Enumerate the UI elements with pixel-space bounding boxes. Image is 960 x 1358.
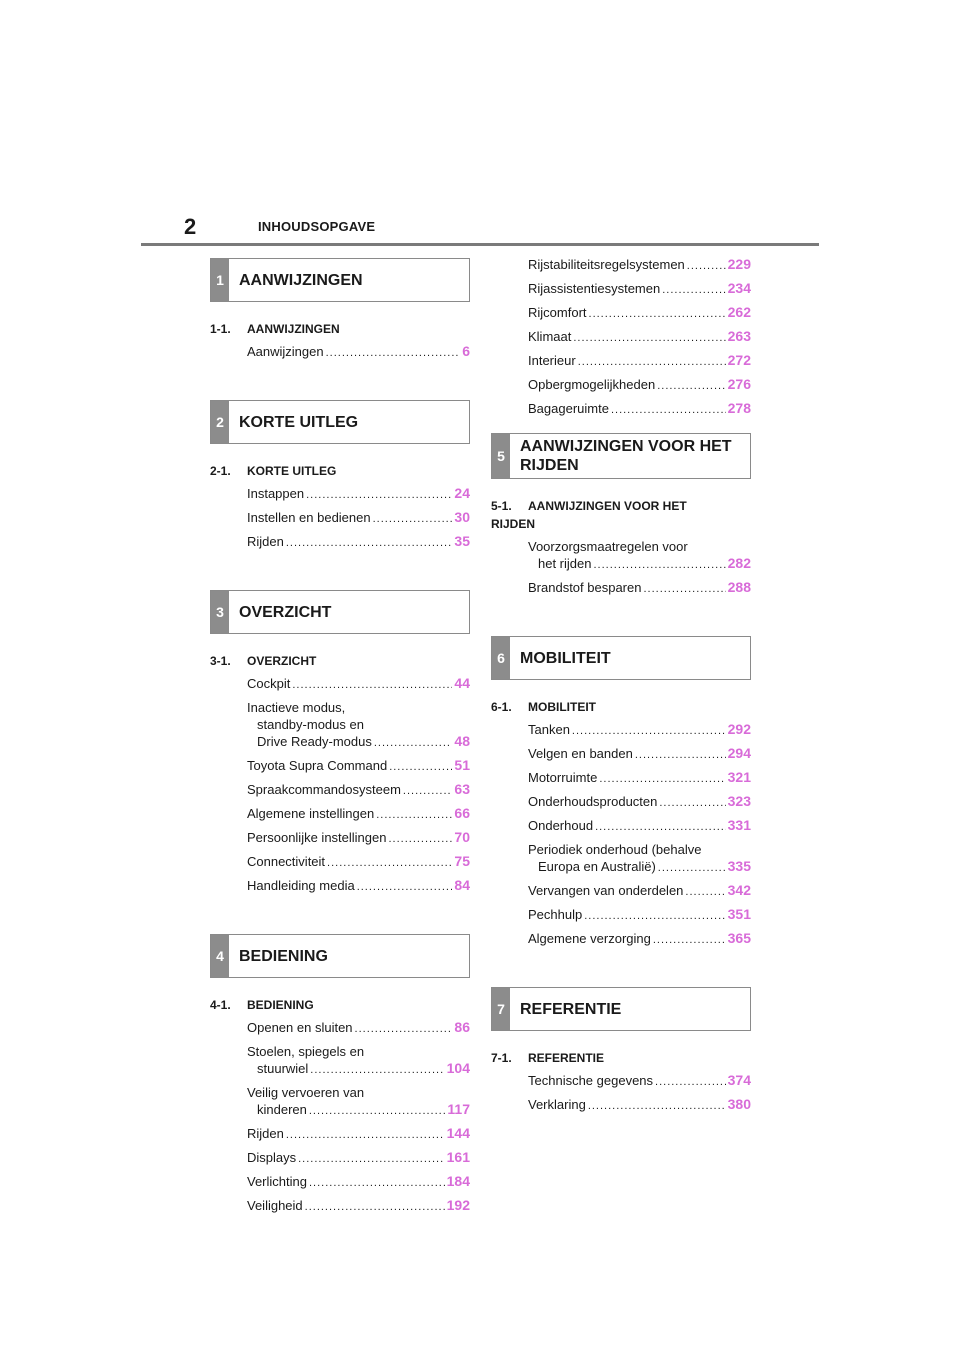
toc-entry[interactable] — [210, 781, 470, 800]
toc-entry-text: Toyota Supra Command — [247, 758, 388, 773]
section-title: MOBILITEIT — [528, 700, 596, 714]
header-divider — [141, 243, 819, 246]
chapter-tab[interactable] — [210, 590, 470, 634]
toc-page-link[interactable]: 63 — [454, 781, 470, 797]
toc-entry-line — [528, 793, 751, 812]
dot-leader — [599, 771, 725, 788]
toc-column-right — [491, 258, 751, 1115]
toc-entry[interactable] — [210, 1149, 470, 1168]
chapter-number: 6 — [492, 637, 510, 679]
toc-entry-text: Periodiek onderhoud (behalve — [528, 842, 702, 857]
toc-entry-line — [528, 352, 751, 371]
toc-page-link[interactable]: 331 — [727, 817, 751, 833]
section-title: AANWIJZINGEN — [247, 322, 340, 336]
toc-entry[interactable] — [491, 882, 751, 901]
toc-entry-text: Klimaat — [528, 329, 572, 344]
toc-page-link[interactable]: 272 — [727, 352, 751, 368]
toc-entry-line — [528, 721, 751, 740]
toc-entry[interactable] — [210, 1125, 470, 1144]
toc-page-link[interactable]: 234 — [727, 280, 751, 296]
toc-entry-text: het rijden — [538, 556, 592, 571]
dot-leader — [572, 723, 726, 740]
section-number: 4-1. — [210, 998, 231, 1012]
dot-leader — [593, 557, 725, 574]
toc-page-link[interactable]: 6 — [462, 343, 470, 359]
toc-entry[interactable] — [210, 1043, 470, 1079]
toc-entry-line — [247, 1101, 470, 1120]
toc-entry-text: Handleiding media — [247, 878, 355, 893]
toc-entry-line — [247, 757, 470, 776]
dot-leader — [355, 1021, 453, 1038]
toc-entry-line — [528, 745, 751, 764]
toc-entry[interactable] — [210, 533, 470, 552]
toc-entry-text: Rijcomfort — [528, 305, 587, 320]
dot-leader — [659, 795, 725, 812]
toc-page-link[interactable]: 35 — [454, 533, 470, 549]
toc-entry-line — [528, 858, 751, 877]
dot-leader — [327, 855, 452, 872]
page-header-title: INHOUDSOPGAVE — [258, 219, 376, 234]
dot-leader — [357, 879, 453, 896]
dot-leader — [685, 884, 725, 901]
dot-leader — [373, 511, 453, 528]
dot-leader — [588, 1098, 726, 1115]
dot-leader — [635, 747, 726, 764]
dot-leader — [306, 487, 452, 504]
toc-entry-text: Onderhoudsproducten — [528, 794, 658, 809]
toc-entry-text: Motorruimte — [528, 770, 598, 785]
toc-entry-text: Aanwijzingen — [247, 344, 324, 359]
dot-leader — [286, 535, 453, 552]
toc-page-link[interactable]: 335 — [727, 858, 751, 874]
dot-leader — [374, 735, 453, 752]
toc-entry[interactable] — [210, 1173, 470, 1192]
toc-entry-line — [247, 829, 470, 848]
dot-leader — [687, 258, 726, 275]
toc-entry-text: Cockpit — [247, 676, 291, 691]
toc-entry-line — [247, 781, 470, 800]
toc-entry[interactable] — [210, 805, 470, 824]
toc-entry-text: Algemene instellingen — [247, 806, 375, 821]
chapter-number: 3 — [211, 591, 229, 633]
section-heading[interactable] — [210, 652, 470, 670]
toc-page-link[interactable]: 86 — [454, 1019, 470, 1035]
section-number: 6-1. — [491, 700, 512, 714]
toc-entry-text: Inactieve modus, — [247, 700, 346, 715]
toc-entry[interactable] — [491, 769, 751, 788]
dot-leader — [292, 677, 452, 694]
toc-entry-text: Brandstof besparen — [528, 580, 642, 595]
toc-page-link[interactable]: 161 — [446, 1149, 470, 1165]
toc-entry-line — [528, 280, 751, 299]
toc-entry[interactable] — [210, 1197, 470, 1216]
dot-leader — [655, 1074, 726, 1091]
toc-entry[interactable] — [210, 1084, 470, 1120]
toc-entry[interactable] — [491, 721, 751, 740]
toc-entry-text: Persoonlijke instellingen — [247, 830, 387, 845]
dot-leader — [309, 1175, 445, 1192]
dot-leader — [653, 932, 726, 949]
toc-entry[interactable] — [210, 853, 470, 872]
section-title: BEDIENING — [247, 998, 314, 1012]
toc-entry-text: Pechhulp — [528, 907, 583, 922]
toc-entry-text: Stoelen, spiegels en — [247, 1044, 365, 1059]
toc-entry[interactable] — [491, 1072, 751, 1091]
toc-entry-line — [528, 1072, 751, 1091]
toc-entry-line — [528, 400, 751, 419]
toc-entry-line — [247, 1149, 470, 1168]
dot-leader — [578, 354, 726, 371]
toc-entry[interactable] — [491, 304, 751, 323]
chapter-tab[interactable] — [210, 400, 470, 444]
toc-entry-line — [528, 328, 751, 347]
toc-entry-line — [528, 256, 751, 275]
toc-entry-text: Interieur — [528, 353, 576, 368]
dot-leader — [388, 831, 452, 848]
section-number: 1-1. — [210, 322, 231, 336]
toc-page-link[interactable]: 342 — [727, 882, 751, 898]
chapter-title: AANWIJZINGEN — [239, 271, 363, 289]
toc-entry-line — [247, 509, 470, 528]
toc-page-link[interactable]: 70 — [454, 829, 470, 845]
toc-entry-text: Displays — [247, 1150, 297, 1165]
chapter-tab[interactable] — [491, 636, 751, 680]
toc-entry[interactable] — [491, 1096, 751, 1115]
toc-entry[interactable] — [491, 256, 751, 275]
dot-leader — [389, 759, 452, 776]
toc-entry-text: Velgen en banden — [528, 746, 633, 761]
toc-entry[interactable] — [491, 280, 751, 299]
toc-entry-text: Connectiviteit — [247, 854, 326, 869]
toc-entry-line — [247, 533, 470, 552]
toc-entry-text: Onderhoud — [528, 818, 594, 833]
toc-entry[interactable] — [210, 675, 470, 694]
toc-entry-text: stuurwiel — [257, 1061, 309, 1076]
toc-entry-text: Veiligheid — [247, 1198, 303, 1213]
dot-leader — [611, 402, 726, 419]
dot-leader — [658, 860, 726, 877]
dot-leader — [573, 330, 725, 347]
toc-entry-text: Voorzorgsmaatregelen voor — [528, 539, 688, 554]
toc-entry[interactable] — [491, 745, 751, 764]
dot-leader — [657, 378, 725, 395]
chapter-title: BEDIENING — [239, 947, 328, 965]
chapter-tab[interactable] — [210, 258, 470, 302]
toc-entry[interactable] — [210, 343, 470, 362]
toc-entry[interactable] — [491, 930, 751, 949]
chapter-tab[interactable] — [491, 433, 751, 479]
section-number: 3-1. — [210, 654, 231, 668]
toc-page-link[interactable]: 323 — [727, 793, 751, 809]
toc-entry-text: Rijstabiliteitsregelsystemen — [528, 257, 685, 272]
section-title: REFERENTIE — [528, 1051, 605, 1065]
chapter-number: 5 — [492, 434, 510, 478]
toc-entry-text: standby-modus en — [257, 717, 364, 732]
toc-entry[interactable] — [210, 485, 470, 504]
toc-entry-text: Algemene verzorging — [528, 931, 651, 946]
toc-entry-text: Openen en sluiten — [247, 1020, 353, 1035]
toc-entry[interactable] — [210, 829, 470, 848]
toc-entry[interactable] — [210, 699, 470, 752]
toc-entry-text: Instappen — [247, 486, 305, 501]
chapter-tab[interactable] — [491, 987, 751, 1031]
toc-entry-text: Europa en Australië) — [538, 859, 656, 874]
toc-entry[interactable] — [210, 757, 470, 776]
section-title: AANWIJZINGEN VOOR HET — [528, 499, 687, 513]
toc-entry-text: Opbergmogelijkheden — [528, 377, 656, 392]
toc-entry[interactable] — [491, 376, 751, 395]
toc-entry-line — [247, 805, 470, 824]
toc-page-link[interactable]: 365 — [727, 930, 751, 946]
toc-page-link[interactable]: 278 — [727, 400, 751, 416]
section-title: KORTE UITLEG — [247, 464, 337, 478]
toc-entry-text: kinderen — [257, 1102, 307, 1117]
toc-entry[interactable] — [491, 352, 751, 371]
toc-entry-line — [528, 930, 751, 949]
toc-entry-text: Rijden — [247, 534, 284, 549]
toc-entry-text: Tanken — [528, 722, 570, 737]
toc-entry-line — [528, 882, 751, 901]
toc-page-link[interactable]: 75 — [454, 853, 470, 869]
dot-leader — [326, 345, 461, 362]
section-number: 5-1. — [491, 499, 512, 513]
toc-page-link[interactable]: 117 — [447, 1101, 470, 1117]
chapter-number: 7 — [492, 988, 510, 1030]
toc-page-link[interactable]: 48 — [454, 733, 470, 749]
toc-entry[interactable] — [491, 328, 751, 347]
dot-leader — [662, 282, 725, 299]
toc-entry[interactable] — [491, 906, 751, 925]
toc-entry-line — [528, 1096, 751, 1115]
chapter-title: KORTE UITLEG — [239, 413, 359, 431]
dot-leader — [403, 783, 453, 800]
toc-entry-line — [528, 555, 751, 574]
dot-leader — [643, 581, 725, 598]
toc-page-link[interactable]: 84 — [454, 877, 470, 893]
continued-entries — [491, 256, 751, 419]
toc-entry[interactable] — [491, 841, 751, 877]
toc-entry-line — [247, 1019, 470, 1038]
toc-entry-line — [528, 579, 751, 598]
toc-page-link[interactable]: 321 — [727, 769, 751, 785]
dot-leader — [286, 1127, 445, 1144]
chapter-number: 4 — [211, 935, 229, 977]
toc-page-link[interactable]: 292 — [727, 721, 751, 737]
toc-entry-text: Rijassistentiesystemen — [528, 281, 661, 296]
toc-entry[interactable] — [491, 400, 751, 419]
toc-entry-line — [247, 1173, 470, 1192]
toc-entry[interactable] — [491, 793, 751, 812]
toc-entry[interactable] — [210, 877, 470, 896]
section-number: 2-1. — [210, 464, 231, 478]
toc-entry-line — [528, 376, 751, 395]
toc-page-link[interactable]: 351 — [727, 906, 751, 922]
toc-entry[interactable] — [491, 579, 751, 598]
toc-page-link[interactable]: 262 — [727, 304, 751, 320]
toc-entry-line — [247, 343, 470, 362]
toc-entry-text: Rijden — [247, 1126, 284, 1141]
toc-entry-text: Spraakcommandosysteem — [247, 782, 401, 797]
dot-leader — [589, 306, 726, 323]
dot-leader — [595, 819, 726, 836]
dot-leader — [305, 1199, 445, 1216]
toc-page-link[interactable]: 44 — [454, 675, 470, 691]
toc-entry-line — [247, 733, 470, 752]
dot-leader — [309, 1103, 446, 1120]
toc-entry-line — [247, 1060, 470, 1079]
toc-entry-text: Drive Ready-modus — [257, 734, 372, 749]
toc-page-link[interactable]: 144 — [446, 1125, 470, 1141]
chapter-tab[interactable] — [210, 934, 470, 978]
section-number: 7-1. — [491, 1051, 512, 1065]
toc-page-link[interactable]: 24 — [454, 485, 470, 501]
toc-entry-line — [247, 853, 470, 872]
toc-page-link[interactable]: 192 — [446, 1197, 470, 1213]
toc-entry-line — [528, 769, 751, 788]
toc-entry-line — [247, 675, 470, 694]
toc-entry-text: Technische gegevens — [528, 1073, 654, 1088]
toc-page-link[interactable]: 374 — [727, 1072, 751, 1088]
toc-page-link[interactable]: 51 — [454, 757, 470, 773]
toc-page-link[interactable]: 30 — [454, 509, 470, 525]
toc-entry-line — [528, 304, 751, 323]
toc-column-left — [210, 258, 470, 1216]
toc-page-link[interactable]: 294 — [727, 745, 751, 761]
toc-entry-text: Veilig vervoeren van — [247, 1085, 365, 1100]
toc-entry-line — [528, 817, 751, 836]
toc-page-link[interactable]: 288 — [727, 579, 751, 595]
toc-entry-text: Vervangen van onderdelen — [528, 883, 684, 898]
toc-page-link[interactable]: 104 — [446, 1060, 470, 1076]
dot-leader — [376, 807, 452, 824]
toc-page-link[interactable]: 184 — [446, 1173, 470, 1189]
toc-entry[interactable] — [210, 1019, 470, 1038]
chapter-number: 1 — [211, 259, 229, 301]
toc-page-link[interactable]: 263 — [727, 328, 751, 344]
toc-page-link[interactable]: 66 — [454, 805, 470, 821]
toc-entry-line — [247, 485, 470, 504]
toc-entry[interactable] — [210, 509, 470, 528]
dot-leader — [584, 908, 725, 925]
chapter-number: 2 — [211, 401, 229, 443]
toc-page-link[interactable]: 276 — [727, 376, 751, 392]
dot-leader — [310, 1062, 444, 1079]
section-heading[interactable] — [210, 320, 470, 338]
toc-entry-text: Bagageruimte — [528, 401, 609, 416]
toc-page-link[interactable]: 229 — [727, 256, 751, 272]
chapter-title: REFERENTIE — [520, 1000, 622, 1018]
section-heading[interactable] — [491, 497, 751, 515]
toc-page-link[interactable]: 282 — [727, 555, 751, 571]
toc-entry-line — [247, 1197, 470, 1216]
toc-entry[interactable] — [491, 817, 751, 836]
section-title-continued: RIJDEN — [491, 517, 536, 531]
toc-page-link[interactable]: 380 — [727, 1096, 751, 1112]
chapter-title: OVERZICHT — [239, 603, 332, 621]
section-heading[interactable] — [210, 462, 470, 480]
toc-entry[interactable] — [491, 538, 751, 574]
toc-entry-text: Verlichting — [247, 1174, 307, 1189]
dot-leader — [298, 1151, 445, 1168]
toc-entry-line — [247, 1125, 470, 1144]
section-heading[interactable] — [491, 698, 751, 716]
toc-entry-text: Verklaring — [528, 1097, 586, 1112]
toc-entry-text: Instellen en bedienen — [247, 510, 371, 525]
chapter-title: MOBILITEIT — [520, 649, 611, 667]
toc-entry-line — [528, 906, 751, 925]
chapter-title: AANWIJZINGEN VOOR HET RIJDEN — [520, 438, 732, 474]
page-number: 2 — [184, 214, 197, 239]
section-heading[interactable] — [210, 996, 470, 1014]
section-title: OVERZICHT — [247, 654, 317, 668]
section-heading[interactable] — [491, 1049, 751, 1067]
toc-entry-line — [247, 877, 470, 896]
